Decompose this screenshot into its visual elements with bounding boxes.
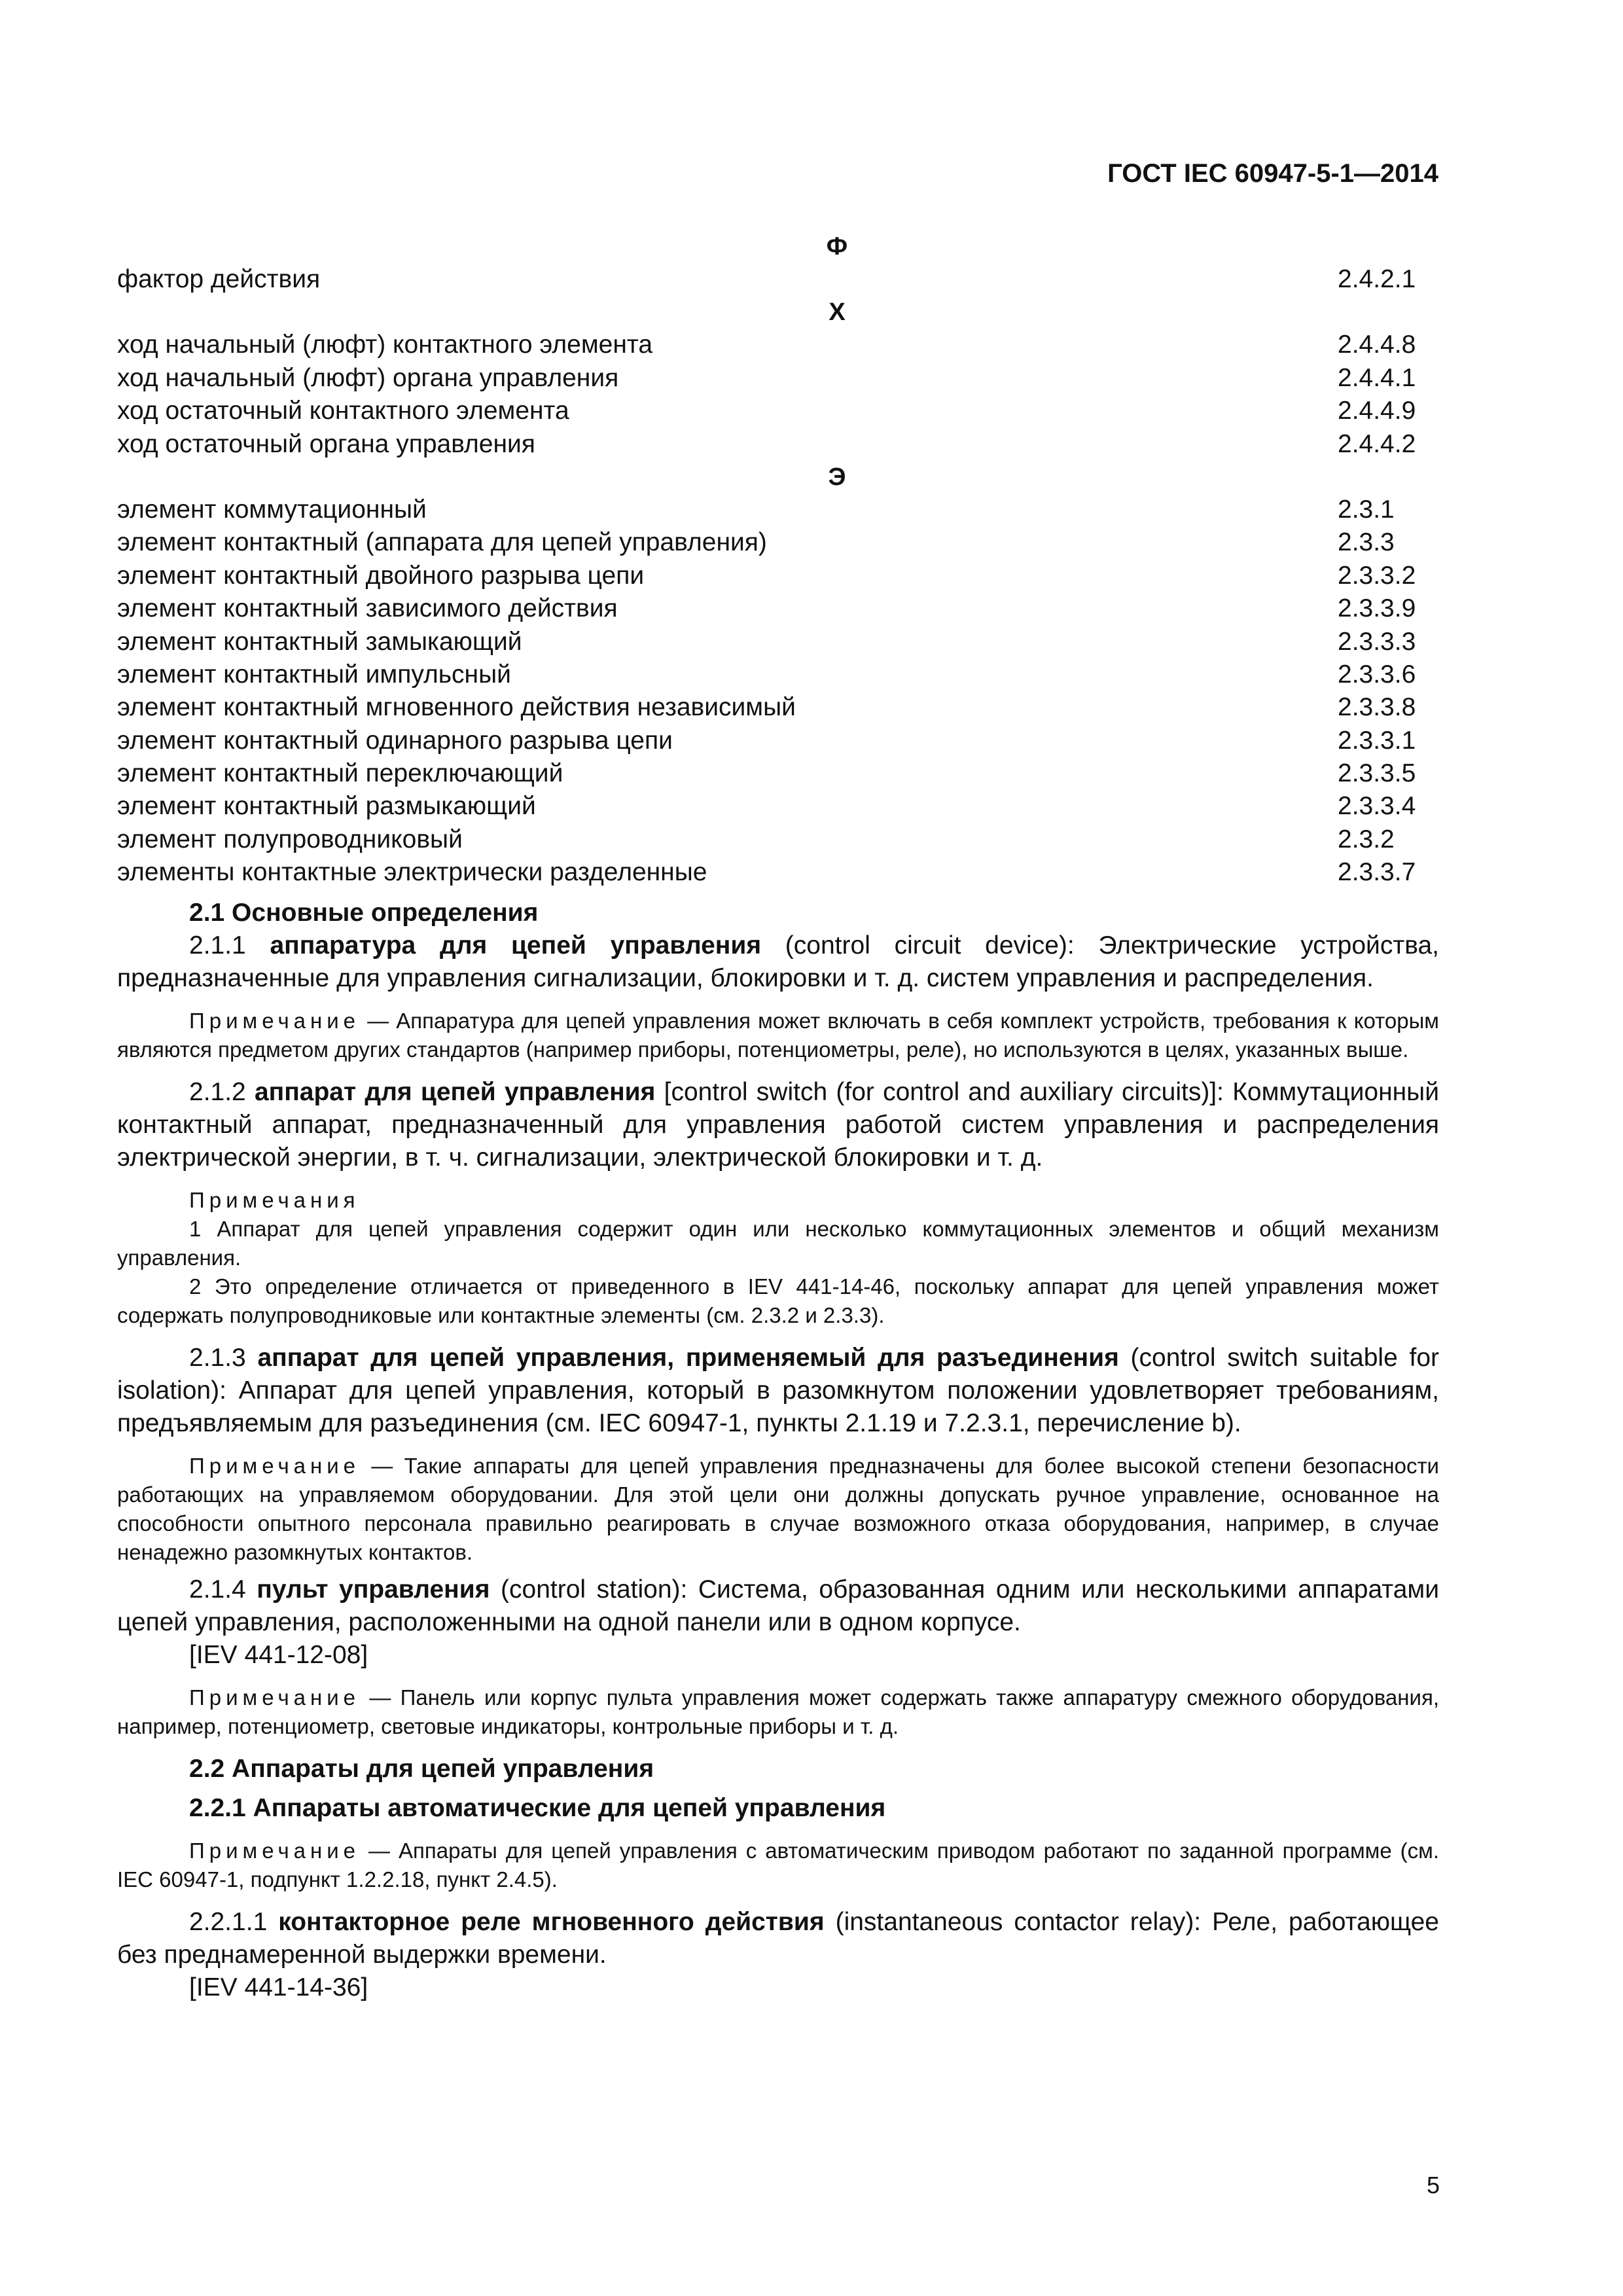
index-clause-ref: 2.4.4.8: [1338, 331, 1416, 359]
term: пульт управления: [257, 1575, 490, 1604]
note-text: — Аппаратура для цепей управления может включать в себя комплект устройств, требования к которым являются предметом других стандартов (например приборы, потенциометры, реле), но используются в целях, указанных выше.: [117, 1009, 1439, 1062]
index-entry: [117, 329, 1426, 361]
definition-2-1-1: [117, 929, 1439, 995]
definition-text: (control switch suitable for isolation): Аппарат для цепей управления, который в разомкнутом положении удовлетворяет требованиям, предъявляемым для разъединения (см. IEC 60947-1, пункты 2.1.19 и 7.2.3.1, перечисление b).: [117, 1344, 1439, 1437]
index-term: элементы контактные электрически разделенные: [117, 858, 707, 887]
document-id-header: ГОСТ IEC 60947-5-1—2014: [1107, 159, 1438, 188]
index-clause-ref: 2.3.3.8: [1338, 693, 1416, 722]
index-entry: [117, 823, 1426, 856]
iev-reference-2-2-1-1: [IEV 441-14-36]: [189, 1973, 368, 2001]
index-entry: [117, 493, 1426, 526]
index-term: элемент коммутационный: [117, 495, 427, 524]
index-entry: [117, 725, 1426, 757]
index-term: элемент контактный одинарного разрыва цепи: [117, 726, 673, 755]
index-term: элемент контактный импульсный: [117, 660, 511, 689]
index-clause-ref: 2.4.4.2: [1338, 429, 1416, 458]
index-entry: [117, 856, 1426, 889]
index-entry: [117, 526, 1426, 559]
index-clause-ref: 2.3.2: [1338, 825, 1395, 853]
index-clause-ref: 2.3.3: [1338, 528, 1395, 557]
note-text: — Панель или корпус пульта управления может содержать также аппаратуру смежного оборудования, например, потенциометр, световые индикаторы, контрольные приборы и т. д.: [117, 1685, 1439, 1738]
definition-2-1-4: [117, 1573, 1439, 1639]
clause-number: 2.1.4: [189, 1575, 257, 1604]
index-clause-ref: 2.4.4.9: [1338, 397, 1416, 425]
index-term: элемент контактный переключающий: [117, 759, 563, 788]
index-entry: [117, 395, 1426, 427]
clause-number: 2.2.1.1: [189, 1908, 279, 1936]
index-clause-ref: 2.3.3.3: [1338, 627, 1416, 656]
index-term: элемент полупроводниковый: [117, 825, 463, 853]
index-term: элемент контактный замыкающий: [117, 627, 522, 656]
index-term: элемент контактный зависимого действия: [117, 594, 618, 623]
index-term: ход остаточный контактного элемента: [117, 397, 569, 425]
page-number: 5: [1426, 2172, 1440, 2198]
index-clause-ref: 2.3.3.6: [1338, 660, 1416, 689]
term: аппарат для цепей управления: [254, 1078, 656, 1106]
index-entry: [117, 691, 1426, 724]
index-clause-ref: 2.4.2.1: [1338, 265, 1416, 293]
definition-text: (control circuit device): Электрические устройства, предназначенные для управления сигнализации, блокировки и т. д. систем управления и распределения.: [117, 931, 1440, 992]
note-2-1-4: [117, 1683, 1439, 1741]
index-entry: [117, 592, 1426, 625]
index-entry: [117, 428, 1426, 461]
index-term: элемент контактный двойного разрыва цепи: [117, 561, 645, 590]
index-term: ход начальный (люфт) органа управления: [117, 363, 619, 392]
index-clause-ref: 2.3.3.5: [1338, 759, 1416, 788]
clause-number: 2.1.3: [189, 1344, 258, 1372]
index-entry: [117, 362, 1426, 395]
note-text: — Аппараты для цепей управления с автоматическим приводом работают по заданной программе (см. IEC 60947-1, подпункт 1.2.2.18, пункт 2.4.5).: [117, 1839, 1439, 1892]
section-heading-2-1: 2.1 Основные определения: [189, 899, 539, 927]
section-heading-2-2: 2.2 Аппараты для цепей управления: [189, 1755, 654, 1783]
section-heading-2-2-1: 2.2.1 Аппараты автоматические для цепей управления: [189, 1794, 886, 1822]
index-entry: [117, 263, 1426, 296]
index-entry: [117, 757, 1426, 790]
definition-text: (instantaneous contactor relay): Реле, работающее без преднамеренной выдержки времени.: [117, 1908, 1439, 1969]
index-entry: [117, 790, 1426, 823]
note-2-1-3: [117, 1452, 1439, 1567]
index-entry: [117, 560, 1426, 592]
notes-label-2-1-2: Примечания: [189, 1188, 360, 1212]
note-2-1-1: [117, 1007, 1439, 1064]
note-2-2-1: [117, 1837, 1439, 1894]
note-label: Примечание: [189, 1009, 361, 1033]
definition-text: [control switch (for control and auxiliary circuits)]: Коммутационный контактный аппарат, предназначенный для управления работой систем управления и распределения электрической энергии, в т. ч. сигнализации, электрической блокировки и т. д.: [117, 1078, 1439, 1172]
clause-number: 2.1.2: [189, 1078, 255, 1106]
note-text: — Такие аппараты для цепей управления предназначены для более высокой степени безопасности работающих на управляемом оборудовании. Для этой цели они должны допускать ручное управление, основанное на способности опытного персонала правильно реагировать в случае возможного отказа оборудования, например, в случае ненадежно разомкнутых контактов.: [117, 1454, 1439, 1564]
document-body: [117, 897, 1439, 2004]
term: аппаратура для цепей управления: [270, 931, 762, 960]
index-clause-ref: 2.3.3.1: [1338, 726, 1416, 755]
alphabetical-index: [117, 230, 1426, 889]
index-letter-heading: Ф: [826, 233, 848, 260]
definition-2-2-1-1: [117, 1906, 1439, 1971]
term: аппарат для цепей управления, применяемый для разъединения: [257, 1344, 1119, 1372]
note-2-1-2-1: 1 Аппарат для цепей управления содержит один или несколько коммутационных элементов и общий механизм управления.: [117, 1217, 1439, 1270]
index-clause-ref: 2.3.3.4: [1338, 792, 1416, 821]
index-letter-heading: Х: [829, 298, 846, 327]
index-clause-ref: 2.4.4.1: [1338, 363, 1416, 392]
iev-reference-2-1-4: [IEV 441-12-08]: [189, 1641, 368, 1669]
clause-number: 2.1.1: [189, 931, 270, 960]
index-term: ход начальный (люфт) контактного элемента: [117, 331, 653, 359]
definition-2-1-2: [117, 1076, 1439, 1174]
index-entry: [117, 626, 1426, 658]
note-label: Примечание: [189, 1454, 361, 1478]
note-2-1-2-2: 2 Это определение отличается от приведенного в IEV 441-14-46, поскольку аппарат для цепей управления может содержать полупроводниковые или контактные элементы (см. 2.3.2 и 2.3.3).: [117, 1274, 1439, 1327]
note-label: Примечание: [189, 1839, 361, 1863]
definition-text: (control station): Система, образованная одним или несколькими аппаратами цепей управления, расположенными на одной панели или в одном корпусе.: [117, 1575, 1439, 1636]
index-clause-ref: 2.3.1: [1338, 495, 1395, 524]
note-label: Примечание: [189, 1685, 361, 1710]
index-term: элемент контактный размыкающий: [117, 792, 536, 821]
index-term: элемент контактный мгновенного действия независимый: [117, 693, 796, 722]
index-clause-ref: 2.3.3.9: [1338, 594, 1416, 623]
index-letter-heading: Э: [828, 463, 846, 491]
definition-2-1-3: [117, 1342, 1439, 1440]
index-term: элемент контактный (аппарата для цепей управления): [117, 528, 767, 557]
index-term: ход остаточный органа управления: [117, 429, 535, 458]
index-entry: [117, 658, 1426, 691]
term: контакторное реле мгновенного действия: [278, 1908, 825, 1936]
index-term: фактор действия: [117, 265, 321, 293]
index-clause-ref: 2.3.3.7: [1338, 858, 1416, 887]
index-clause-ref: 2.3.3.2: [1338, 561, 1416, 590]
